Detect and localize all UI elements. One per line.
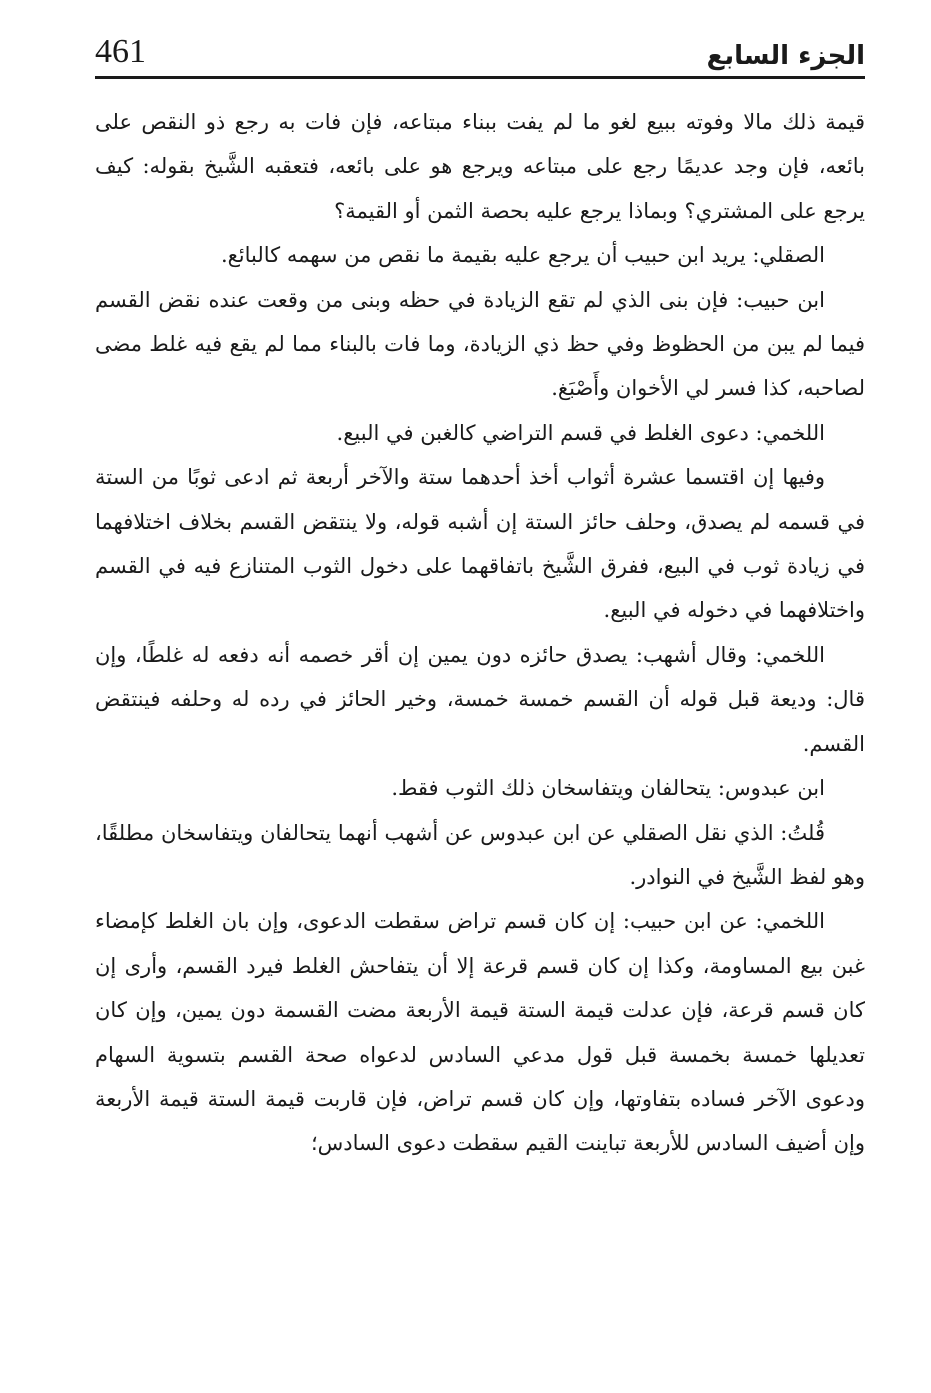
body-text [95,100,865,1166]
paragraph: قيمة ذلك مالا وفوته ببيع لغو ما لم يفت ببناء مبتاعه، فإن فات به رجع ذو النقص على بائعه، فإن وجد عديمًا رجع على مبتاعه ويرجع هو على بائعه، فتعقبه الشَّيخ بقوله: كيف يرجع على المشتري؟ وبماذا يرجع عليه بحصة الثمن أو القيمة؟ [95,110,865,223]
paragraph: اللخمي: وقال أشهب: يصدق حائزه دون يمين إن أقر خصمه أنه دفعه له غلطًا، وإن قال: وديعة قبل قوله أن القسم خمسة خمسة، وخير الحائز في رده له وحلفه فينتقض القسم. [95,642,865,756]
paragraph: ابن حبيب: فإن بنى الذي لم تقع الزيادة في حظه وبنى من وقعت عنده نقض القسم فيما لم يبن من الحظوظ وفي حظ ذي الزيادة، وما فات بالبناء مما لم يقع فيه غلط مضى لصاحبه، كذا فسر لي الأخوان وأَصْبَغ. [95,287,865,401]
paragraph: اللخمي: دعوى الغلط في قسم التراضي كالغبن في البيع. [336,420,825,445]
paragraph: وفيها إن اقتسما عشرة أثواب أخذ أحدهما ستة والآخر أربعة ثم ادعى ثوبًا من الستة في قسمه لم يصدق، وحلف حائز الستة إن أشبه قوله، ولا ينتقض القسم بخلاف اختلافهما في زيادة ثوب في البيع، ففرق الشَّيخ باتفاقهما على دخول الثوب المتنازع فيه في القسم واختلافهما في دخوله في البيع. [95,465,865,623]
paragraph: قُلتُ: الذي نقل الصقلي عن ابن عبدوس عن أشهب أنهما يتحالفان ويتفاسخان مطلقًا، وهو لفظ الشَّيخ في النوادر. [95,820,865,889]
running-head [95,22,865,82]
page-number: 461 [95,33,146,70]
paragraph: اللخمي: عن ابن حبيب: إن كان قسم تراض سقطت الدعوى، وإن بان الغلط كإمضاء غبن بيع المساومة، وكذا إن كان قسم قرعة إلا أن يتفاحش الغلط فيرد القسم، وأرى إن كان قسم قرعة، فإن عدلت قيمة الستة قيمة الأربعة مضت القسمة دون يمين، وإن كان تعديلها خمسة بخمسة قبل قول مدعي السادس لدعواه صحة القسم بتسوية السهام ودعوى الآخر فساده بتفاوتها، وإن كان قسم تراض، فإن قاربت قيمة الستة قيمة الأربعة وإن أضيف السادس للأربعة تباينت القيم سقطت دعوى السادس؛ [95,909,865,1156]
header-rule [95,76,865,79]
running-title: الجزء السابع [706,41,865,71]
paragraph: الصقلي: يريد ابن حبيب أن يرجع عليه بقيمة ما نقص من سهمه كالبائع. [220,243,825,268]
paragraph: ابن عبدوس: يتحالفان ويتفاسخان ذلك الثوب فقط. [391,776,825,801]
